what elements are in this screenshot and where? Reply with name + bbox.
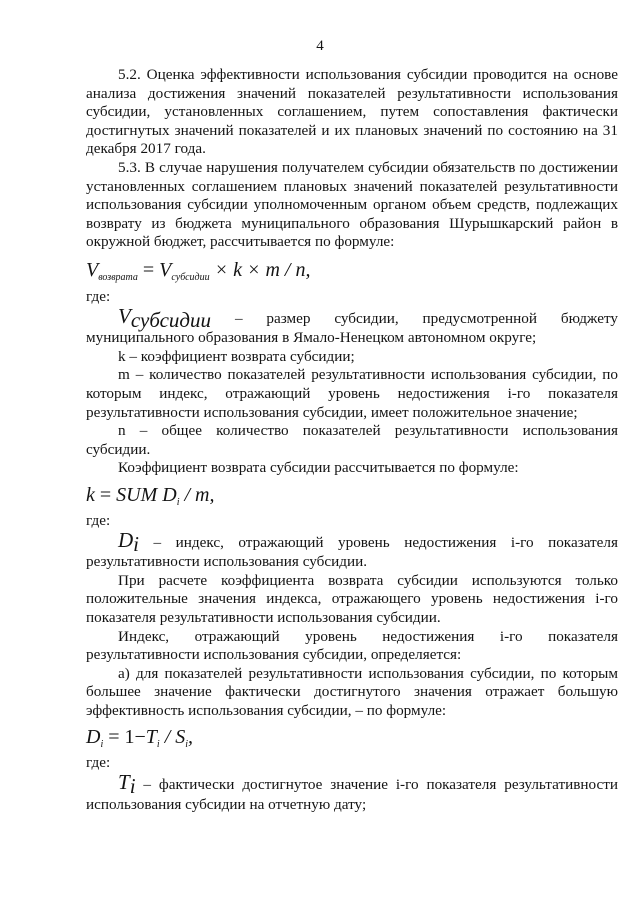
formula3-s: S [175, 726, 186, 749]
formula3-t: T [145, 726, 157, 749]
definition-n: n – общее количество показателей результативности использования субсидии. [86, 422, 618, 458]
formula-rest: × k × m / n, [214, 258, 311, 281]
paragraph-a: а) для показателей результативности использования субсидии, по которым большее значение фактически достигнутого значения отражает большую эффективность использования субсидии, – по формуле: [86, 664, 618, 719]
paragraph-5-2: 5.2. Оценка эффективности использования субсидии проводится на основе анализа достижения значений показателей результативности использования субсидии, установленных соглашением, путем сопоставления фактически достигнутых значений показателей и их плановых значений по состоянию на 31 декабря 2017 года. [86, 66, 618, 158]
formula-equals: = [142, 258, 155, 281]
definition-k: k – коэффициент возврата субсидии; [118, 347, 355, 365]
formula3-s-sub: i [185, 739, 189, 751]
formula2-equals: = [99, 483, 112, 506]
formula-sub-vozvrata: возврата [98, 271, 138, 283]
definition-di-text: – индекс, отражающий уровень недостижения i-го показателя результативности использования субсидии. [86, 533, 618, 571]
formula-coefficient [86, 478, 618, 512]
formula2-sub-i: i [176, 496, 180, 508]
where-label-2: где: [86, 511, 111, 529]
coefficient-intro: Коэффициент возврата субсидии рассчитывается по формуле: [118, 459, 519, 477]
formula3-d: D [86, 726, 101, 749]
symbol-d: D [118, 527, 134, 552]
formula3-t-sub: i [156, 739, 160, 751]
paragraph-index: Индекс, отражающий уровень недостижения i-го показателя результативности использования субсидии, определяется: [86, 627, 618, 664]
page-number: 4 [316, 38, 324, 54]
formula-index [86, 720, 618, 754]
formula-refund-volume [86, 252, 618, 288]
symbol-v-sub: субсидии [130, 307, 212, 332]
definition-v-text: – размер субсидии, предусмотренной бюджету муниципального образования в Ямало-Ненецком автономном округе; [86, 309, 618, 347]
paragraph-raschet: При расчете коэффициента возврата субсидии используются только положительные значения индекса, отражающего уровень недостижения i-го показателя результативности использования субсидии. [86, 571, 618, 626]
formula2-right: SUM D [116, 483, 177, 506]
symbol-d-sub: i [133, 531, 140, 556]
where-label-3: где: [86, 754, 111, 772]
formula3-minus: − [134, 726, 146, 749]
formula3-slash: / [159, 726, 176, 749]
formula3-one: 1 [124, 726, 135, 749]
formula-v-symbol-2: V [159, 258, 172, 281]
formula2-tail: / m, [179, 483, 215, 506]
definition-ti [86, 770, 618, 814]
where-label-1: где: [86, 287, 111, 305]
formula3-sub-i: i [100, 739, 104, 751]
formula-v-symbol: V [86, 258, 99, 281]
definition-ti-text: – фактически достигнутое значение i-го показателя результативности использования субсидии на отчетную дату; [86, 776, 618, 813]
formula3-equals: = [108, 726, 120, 749]
formula2-left: k [86, 483, 95, 506]
symbol-t: T [118, 770, 130, 795]
formula-sub-subsidii: субсидии [171, 271, 210, 283]
paragraph-5-3: 5.3. В случае нарушения получателем субсидии обязательств по достижении установленных соглашением плановых значений показателей результативности использования субсидии уполномоченным органом объем средств, подлежащих возврату из бюджета муниципального образования Шурышкарский район в окружной бюджет, рассчитывается по формуле: [86, 158, 618, 251]
formula3-tail: , [188, 726, 194, 749]
definition-di [86, 527, 618, 572]
definition-v-subsidii [86, 303, 618, 348]
symbol-t-sub: i [129, 774, 136, 799]
symbol-v: V [118, 303, 131, 328]
definition-m: m – количество показателей результативности использования субсидии, по которым индекс, отражающий уровень недостижения i-го показателя результативности использования субсидии, имеет положительное значение; [86, 366, 618, 421]
document-body [86, 66, 618, 814]
